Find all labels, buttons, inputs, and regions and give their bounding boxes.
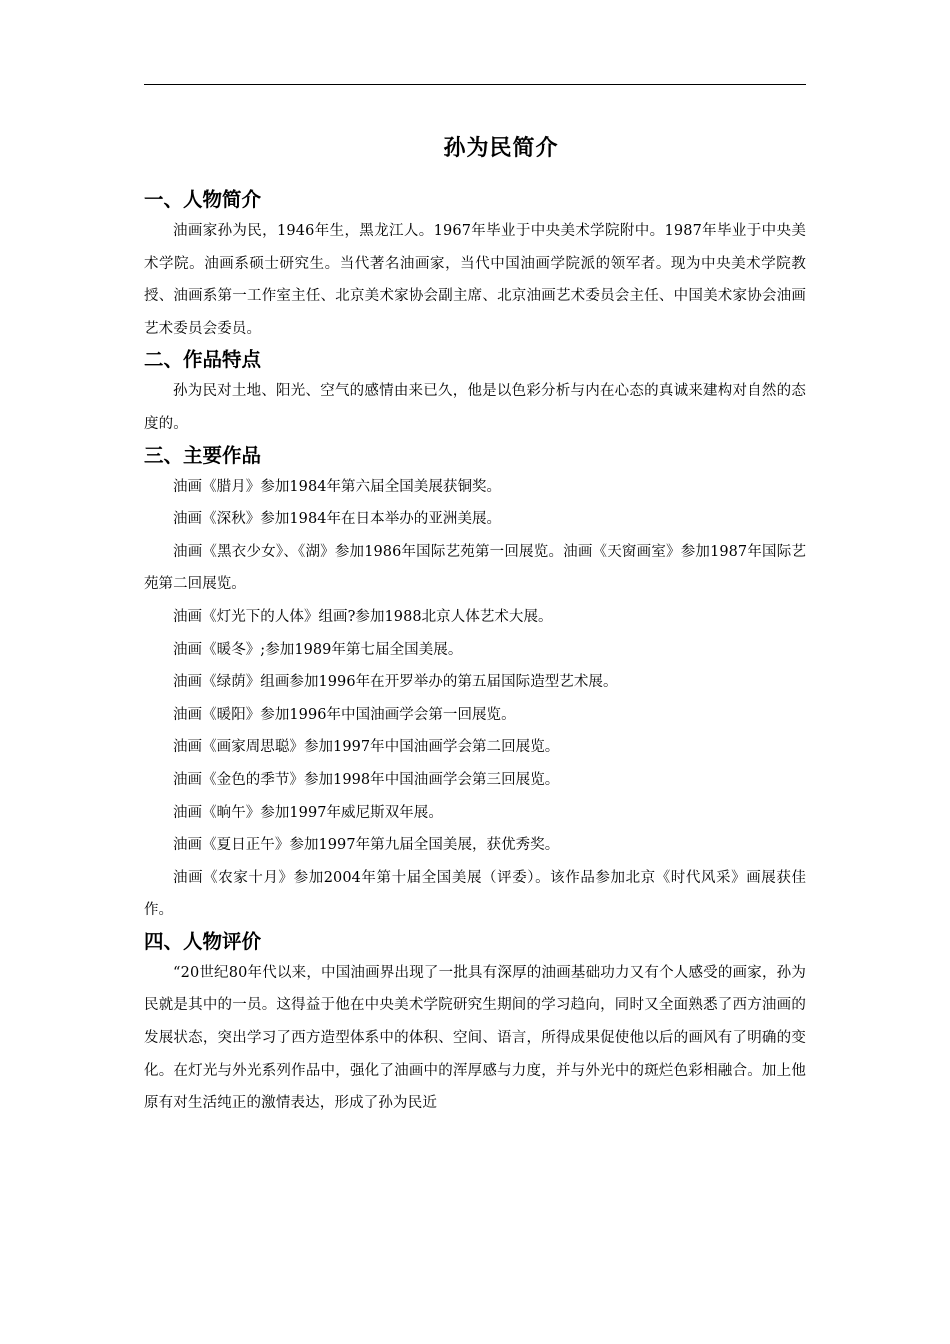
work-item: 油画《暖冬》;参加1989年第七届全国美展。	[173, 641, 463, 658]
work-item: 油画《夏日正午》参加1997年第九届全国美展，获优秀奖。	[173, 837, 560, 854]
work-item: 油画《绿荫》组画参加1996年在开罗举办的第五届国际造型艺术展。	[173, 674, 618, 691]
section-profile	[144, 185, 806, 345]
work-item: 油画《腊月》参加1984年第六届全国美展获铜奖。	[173, 478, 502, 495]
work-item: 油画《金色的季节》参加1998年中国油画学会第三回展览。	[173, 771, 560, 788]
section-heading: 四、人物评价	[144, 929, 262, 953]
header-rule	[144, 84, 806, 85]
document-body	[144, 185, 806, 1120]
section-works	[144, 441, 806, 927]
section-heading: 三、主要作品	[144, 443, 262, 467]
paragraph: 油画家孙为民，1946年生，黑龙江人。1967年毕业于中央美术学院附中。1987年毕业于中央美术学院。油画系硕士研究生。当代著名油画家，当代中国油画学院派的领军者。现为中央美术学院教授、油画系第一工作室主任、北京美术家协会副主席、北京油画艺术委员会主任、中国美术家协会油画艺术委员会委员。	[144, 223, 806, 337]
work-item: 油画《画家周思聪》参加1997年中国油画学会第二回展览。	[173, 739, 560, 756]
section-features	[144, 345, 806, 440]
paragraph: 孙为民对土地、阳光、空气的感情由来已久，他是以色彩分析与内在心态的真诚来建构对自然的态度的。	[144, 383, 806, 432]
paragraph: “20世纪80年代以来，中国油画界出现了一批具有深厚的油画基础功力又有个人感受的画家，孙为民就是其中的一员。这得益于他在中央美术学院研究生期间的学习趋向，同时又全面熟悉了西方油画的发展状态，突出学习了西方造型体系中的体积、空间、语言，所得成果促使他以后的画风有了明确的变化。在灯光与外光系列作品中，强化了油画中的浑厚感与力度，并与外光中的斑烂色彩相融合。加上他原有对生活纯正的激情表达，形成了孙为民近	[144, 964, 806, 1112]
work-item: 油画《晌午》参加1997年威尼斯双年展。	[173, 804, 443, 821]
work-item: 油画《黑衣少女》、《湖》参加1986年国际艺苑第一回展览。油画《天窗画室》参加1987年国际艺苑第二回展览。	[144, 543, 806, 593]
work-item: 油画《暖阳》参加1996年中国油画学会第一回展览。	[173, 706, 516, 723]
work-item: 油画《灯光下的人体》组画?参加1988北京人体艺术大展。	[173, 608, 553, 625]
work-item: 油画《深秋》参加1984年在日本举办的亚洲美展。	[173, 511, 502, 528]
section-heading: 二、作品特点	[144, 348, 262, 372]
section-heading: 一、人物简介	[144, 188, 262, 211]
document-title: 孙为民简介	[443, 135, 559, 161]
work-item: 油画《农家十月》参加2004年第十届全国美展（评委）。该作品参加北京《时代风采》画展获佳作。	[144, 869, 806, 919]
section-evaluation	[144, 927, 806, 1120]
